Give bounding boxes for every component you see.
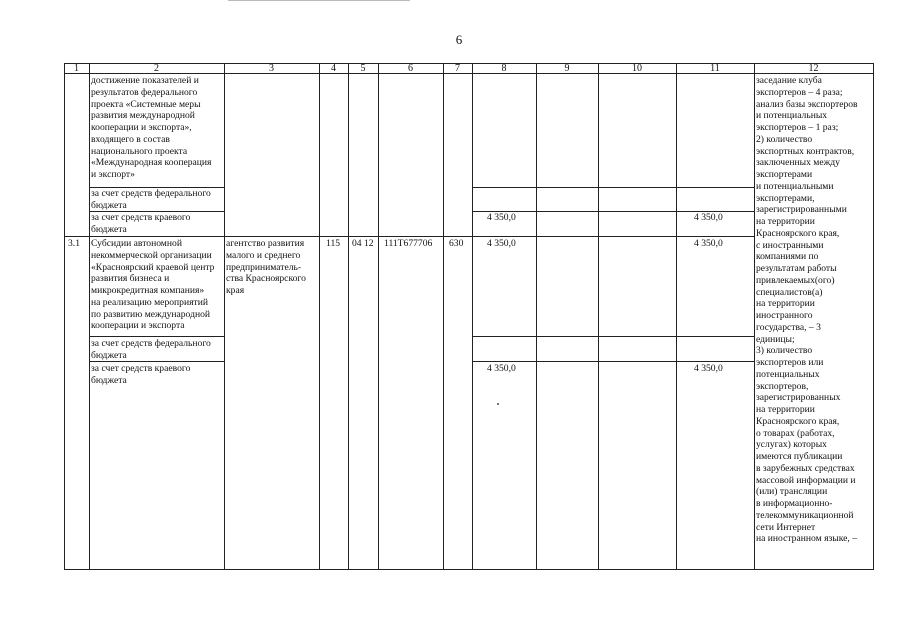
- col-border-4-5: [348, 63, 349, 570]
- row-3-1-col5: 04 12: [352, 238, 374, 249]
- row-3-1-col4: 115: [326, 238, 341, 249]
- col-border-right: [873, 63, 874, 570]
- col-border-10-11: [676, 63, 677, 570]
- row-3-1-description: Субсидии автономной некоммерческой организации «Красноярский краевой центр развития бизнеса и микрокредитная компания» на реализацию мероприятий по развитию международной кооперации и экспорта: [91, 238, 215, 332]
- row-sep-3-1: [64, 236, 754, 237]
- col-header-11: 11: [710, 63, 720, 74]
- col-header-3: 3: [269, 63, 274, 74]
- row-3-1-regional-col8: 4 350,0: [487, 363, 516, 374]
- col-header-7: 7: [455, 63, 460, 74]
- row-sep-federal-1b: [472, 187, 754, 188]
- row-3-1-federal-label: за счет средств федерального бюджета: [91, 338, 211, 361]
- row-3-1-col7: 630: [449, 238, 464, 249]
- col-header-9: 9: [564, 63, 570, 74]
- row-3-1-executor: агентство развития малого и среднего предприниматель- ства Красноярского края: [226, 238, 306, 296]
- row-3-1-number: 3.1: [68, 238, 80, 249]
- col-border-3-4: [319, 63, 320, 570]
- intro-description: достижение показателей и результатов федерального проекта «Системные меры развития международной кооперации и экспорта», входящего в состав национального проекта «Международная кооперация и экспорт»: [91, 75, 212, 180]
- col-header-5: 5: [360, 63, 366, 74]
- col-header-12: 12: [808, 63, 819, 74]
- col-header-2: 2: [154, 63, 159, 74]
- row-3-1-col8: 4 350,0: [487, 238, 516, 249]
- col-border-8-9: [536, 63, 537, 570]
- col-border-1-2: [89, 63, 90, 570]
- col-border-5-6: [378, 63, 379, 570]
- col-border-7-8: [472, 63, 473, 570]
- intro-regional-col8: 4 350,0: [487, 212, 516, 223]
- col-header-8: 8: [501, 63, 507, 74]
- row-sep-regional-2b: [472, 361, 754, 362]
- col-border-9-10: [598, 63, 599, 570]
- col12-indicators-text: заседание клуба экспортеров – 4 раза; анализ базы экспортеров и потенциальных экспортеров – 1 раз; 2) количество экспортных контрактов, заключенных между экспортерами и потенциальными экспортерами, зарегистрированными на территории Красноярского края, с иностранными компаниями по результатам работы привлекаемых(ого) специалистов(а) на территории иностранного государства, – 3 единицы; 3) количество экспортеров или потенциальных экспортеров, зарегистрированных на территории Красноярского края, о товарах (работах, услугах) которых имеются публикации в зарубежных средствах массовой информации и (или) трансляции в информационно- телекоммуникационной сети Интернет на иностранном языке, –: [756, 75, 858, 545]
- row-3-1-col11: 4 350,0: [694, 238, 723, 249]
- stray-mark: [497, 403, 499, 405]
- col-header-6: 6: [408, 63, 413, 74]
- row-3-1-col6: 111Т677706: [384, 238, 433, 249]
- intro-regional-col11: 4 350,0: [694, 212, 723, 223]
- intro-federal-label: за счет средств федерального бюджета: [91, 188, 211, 211]
- row-sep-federal-2: [89, 336, 224, 337]
- page-number: 6: [455, 32, 463, 47]
- table-bottom-border: [64, 569, 874, 570]
- row-3-1-regional-label: за счет средств краевого бюджета: [91, 363, 191, 386]
- col-border-11-12: [754, 63, 755, 570]
- col-border-2-3: [224, 63, 225, 570]
- col-border-6-7: [443, 63, 444, 570]
- intro-regional-label: за счет средств краевого бюджета: [91, 212, 191, 235]
- col-header-4: 4: [331, 63, 336, 74]
- col-header-10: 10: [632, 63, 642, 74]
- row-sep-federal-2b: [472, 336, 754, 337]
- row-3-1-regional-col11: 4 350,0: [694, 363, 723, 374]
- col-border-left: [64, 63, 65, 570]
- col-header-1: 1: [74, 63, 79, 74]
